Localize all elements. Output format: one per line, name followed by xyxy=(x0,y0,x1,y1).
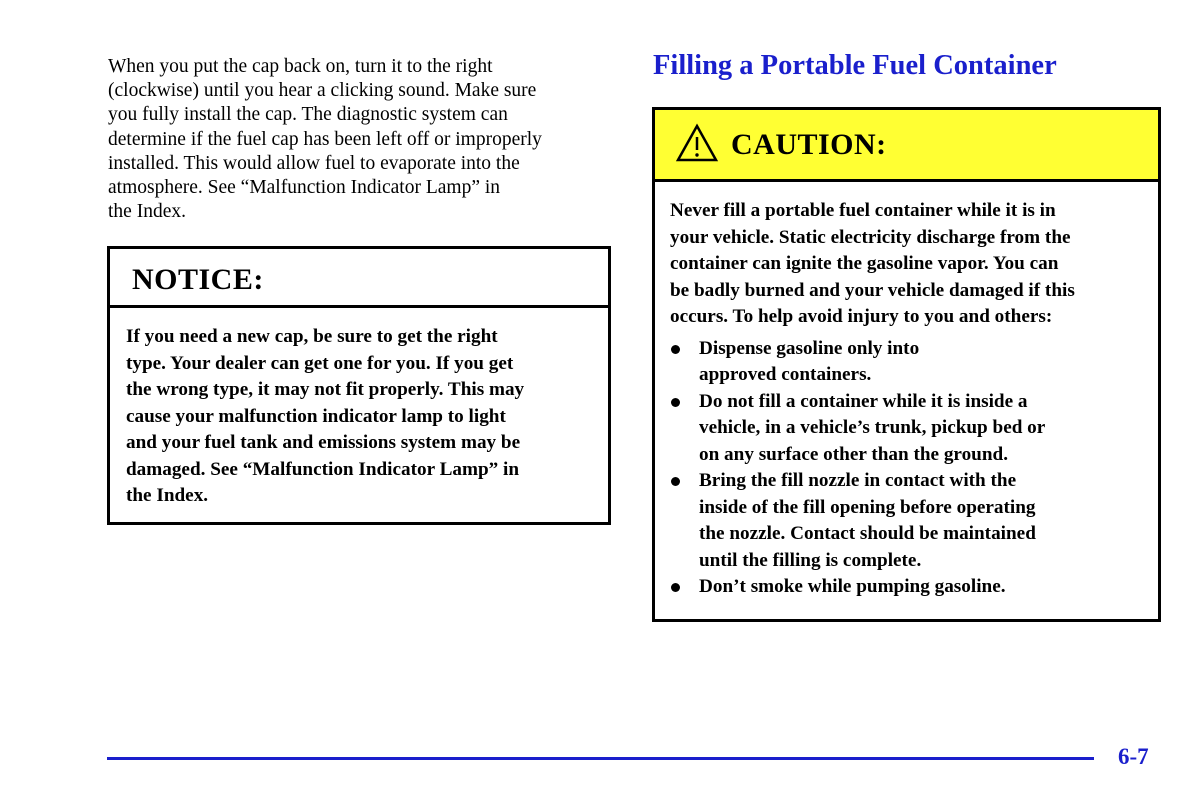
caution-intro-line: Never fill a portable fuel container while it is in xyxy=(670,200,1056,221)
notice-body xyxy=(110,308,608,510)
bullet-icon xyxy=(671,345,680,354)
notice-header xyxy=(110,249,608,308)
caution-title: CAUTION: xyxy=(731,127,887,161)
intro-line: When you put the cap back on, turn it to the right xyxy=(108,56,493,77)
bullet-line: Bring the fill nozzle in contact with the xyxy=(699,470,1017,491)
bullet-icon xyxy=(671,477,680,486)
caution-intro-line: be badly burned and your vehicle damaged if this xyxy=(670,279,1075,301)
notice-line: If you need a new cap, be sure to get the right xyxy=(126,326,498,347)
bullet-icon xyxy=(671,583,680,592)
right-column xyxy=(653,50,1163,82)
warning-triangle-icon xyxy=(675,123,719,163)
notice-line: type. Your dealer can get one for you. If you get xyxy=(126,352,514,374)
bullet-line: Don’t smoke while pumping gasoline. xyxy=(699,576,1006,597)
intro-line: the Index. xyxy=(108,201,186,223)
bullet-line: approved containers. xyxy=(699,364,872,385)
bullet-line: on any surface other than the ground. xyxy=(699,443,1008,465)
bullet-item xyxy=(670,389,1148,469)
intro-line: you fully install the cap. The diagnostic system can xyxy=(108,104,508,126)
intro-line: (clockwise) until you hear a clicking sound. Make sure xyxy=(108,80,537,102)
bullet-item xyxy=(670,336,1148,389)
bullet-line: Dispense gasoline only into xyxy=(699,337,920,359)
caution-intro-line: container can ignite the gasoline vapor. You can xyxy=(670,253,1059,274)
caution-header xyxy=(655,110,1158,182)
caution-bullet-list xyxy=(670,336,1148,601)
bullet-line: inside of the fill opening before operating xyxy=(699,496,1036,518)
intro-line: installed. This would allow fuel to evaporate into the xyxy=(108,152,520,174)
notice-line: the Index. xyxy=(126,485,209,506)
notice-line: damaged. See “Malfunction Indicator Lamp” in xyxy=(126,458,520,480)
notice-line: the wrong type, it may not fit properly. This may xyxy=(126,379,525,400)
notice-title: NOTICE: xyxy=(132,263,264,296)
notice-line: cause your malfunction indicator lamp to light xyxy=(126,405,506,427)
bullet-item xyxy=(670,468,1148,574)
page-number: 6-7 xyxy=(1118,744,1149,769)
caution-intro xyxy=(670,198,1148,331)
bullet-line: until the filling is complete. xyxy=(699,549,922,571)
notice-box xyxy=(107,246,611,525)
intro-paragraph xyxy=(108,55,613,224)
bullet-item xyxy=(670,574,1148,601)
bullet-line: vehicle, in a vehicle’s trunk, pickup bed or xyxy=(699,417,1046,438)
footer-rule xyxy=(107,757,1094,760)
section-title: Filling a Portable Fuel Container xyxy=(653,50,1057,81)
bullet-icon xyxy=(671,398,680,407)
caution-intro-line: your vehicle. Static electricity discharge from the xyxy=(670,226,1071,248)
bullet-line: Do not fill a container while it is inside a xyxy=(699,390,1028,412)
caution-intro-line: occurs. To help avoid injury to you and others: xyxy=(670,306,1053,327)
left-column xyxy=(108,55,613,224)
caution-box xyxy=(652,107,1161,622)
bullet-line: the nozzle. Contact should be maintained xyxy=(699,523,1036,544)
intro-line: determine if the fuel cap has been left off or improperly xyxy=(108,128,542,150)
caution-body xyxy=(655,182,1158,601)
notice-line: and your fuel tank and emissions system may be xyxy=(126,432,521,453)
intro-line: atmosphere. See “Malfunction Indicator Lamp” in xyxy=(108,177,501,199)
